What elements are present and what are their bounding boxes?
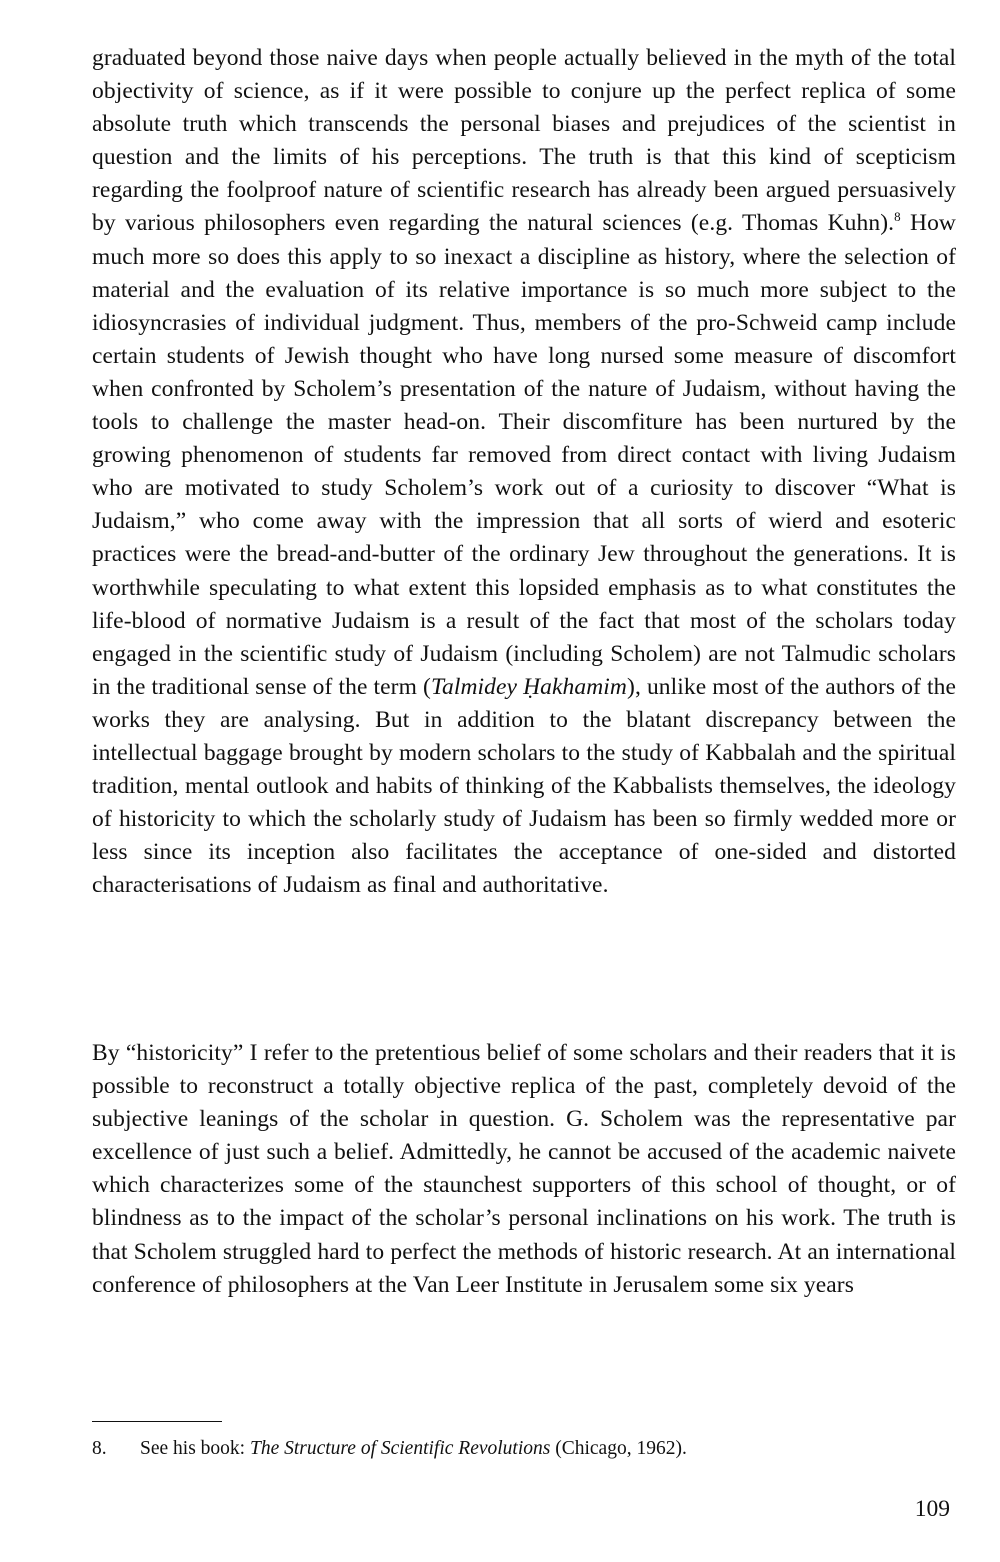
- body-paragraph-2: By “historicity” I refer to the pretentious belief of some scholars and their readers that it is possible to reconstruct a totally objective replica of the past, completely devoid of the subjective leanings of the scholar in question. G. Scholem was the representative par excellence of just such a belief. Admittedly, he cannot be accused of the academic naivete which characterizes some of the staunchest supporters of this school of thought, or of blindness as to the impact of the scholar’s personal inclinations on his work. The truth is that Scholem struggled hard to perfect the methods of historic research. At an international conference of philosophers at the Van Leer Institute in Jerusalem some six years: [92, 1040, 956, 1298]
- footnote: [92, 1436, 956, 1462]
- footnote-divider: [92, 1421, 222, 1422]
- footnote-prefix: See his book:: [140, 1438, 250, 1459]
- footnote-book-title: The Structure of Scientific Revolutions: [249, 1438, 551, 1459]
- paragraph-1-text-part-1: graduated beyond those naive days when people actually believed in the myth of the total objectivity of science, as if it were possible to conjure up the perfect replica of some absolute truth which transcends the personal biases and prejudices of the scientist in question and the limits of his perceptions. The truth is that this kind of scepticism regarding the foolproof nature of scientific research has already been argued persuasively by various philosophers even regarding the natural sciences (e.g. Thomas Kuhn).: [92, 45, 956, 237]
- paragraph-1-text-part-3: ), unlike most of the authors of the works they are analysing. But in addition to the blatant discrepancy between the intellectual baggage brought by modern scholars to the study of Kabbalah and the spiritual tradition, mental outlook and habits of thinking of the Kabbalists themselves, the ideology of historicity to which the scholarly study of Judaism has been so firmly wedded more or less since its inception also facilitates the acceptance of one-sided and distorted characterisations of Judaism as final and authoritative.: [92, 673, 957, 899]
- footnote-reference: 8: [894, 209, 901, 225]
- footnote-suffix: (Chicago, 1962).: [550, 1438, 687, 1459]
- paragraph-1-text-part-2: How much more so does this apply to so inexact a discipline as history, where the selection of material and the evaluation of its relative importance is so much more subject to the idiosyncrasies of individual judgment. Thus, members of the pro-Schweid camp include certain students of Jewish thought who have long nursed some measure of discomfort when confronted by Scholem’s presentation of the nature of Judaism, without having the tools to challenge the master head-on. Their discomfiture has been nurtured by the growing phenomenon of students far removed from direct contact with living Judaism who are motivated to study Scholem’s work out of a curiosity to discover “What is Judaism,” who come away with the impression that all sorts of wierd and esoteric practices were the bread-and-butter of the ordinary Jew throughout the generations. It is worthwhile speculating to what extent this lopsided emphasis as to what constitutes the life-blood of normative Judaism is a result of the fact that most of the scholars today engaged in the scientific study of Judaism (including Scholem) are not Talmudic scholars in the traditional sense of the term (: [92, 210, 957, 700]
- italic-hebrew-term: Talmidey Ḥakhamim: [430, 673, 628, 700]
- body-paragraph-1: [92, 42, 956, 902]
- page-number: 109: [914, 1496, 950, 1522]
- footnote-number: 8.: [92, 1438, 107, 1459]
